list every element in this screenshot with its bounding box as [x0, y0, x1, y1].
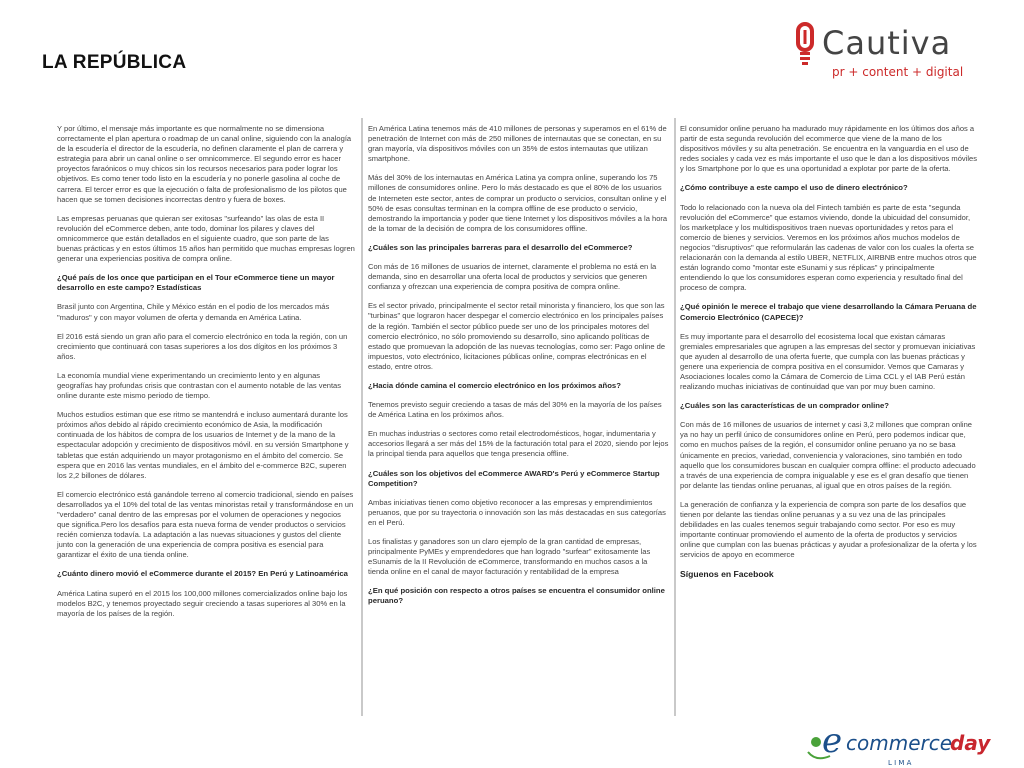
cautiva-name: Cautiva [822, 24, 952, 62]
article-paragraph: La generación de confianza y la experiencia de compra son parte de los desafíos que tienen por delante las tiendas online peruanas y a su vez una de las principales debilidades en las cuales tenemos seguir trabajando como sector. Por eso es muy importante continuar promoviendo el aumento de la oferta de productos y servicios online que cumplan con las buenas prácticas y ayudar a profesionalizar de la oferta y los servicios de apoyo en ecommerce [680, 499, 977, 560]
ecommerce-day-commerce: commerce [846, 731, 953, 755]
article-paragraph: Ambas iniciativas tienen como objetivo reconocer a las empresas y emprendimientos peruanos, que por su trayectoria o innovación son las más destacadas en sus categorías en el Perú. [368, 497, 666, 527]
lightbulb-icon [798, 24, 812, 65]
article-paragraph: América Latina superó en el 2015 los 100,000 millones comercializados online bajo los modelos B2C, y tenemos proyectado seguir creciendo a tasas superiores al 30% en la mayoría de los países de la región. [57, 588, 348, 618]
ecommerce-day-day: day [950, 731, 991, 755]
article-paragraph: Brasil junto con Argentina, Chile y México están en el podio de los mercados más "maduros" y con mayor volumen de oferta y demanda en América Latina. [57, 302, 330, 322]
source-title: LA REPÚBLICA [42, 52, 187, 73]
ecommerce-day-e: e [822, 721, 843, 761]
article-paragraph: Es el sector privado, principalmente el sector retail minorista y financiero, los que son las "turbinas" que lograron hacer despegar el comercio electrónico en los principales países de la región. También el sector público puede ser uno de los principales motores del comercio electrónico, no sólo promoviendo su desarrollo, sino aplicando políticas de estado que promuevan la adopción de las nuevas tecnologías, como ser: Pago online de impuestos, voto electrónico, licitaciones públicas online, compras electrónicas en el estado, entre otros. [368, 301, 666, 371]
section-heading: ¿En qué posición con respecto a otros países se encuentra el consumidor online peruano? [368, 586, 665, 606]
article-paragraph: El consumidor online peruano ha madurado muy rápidamente en los últimos dos años a partir de esta segunda revolución del ecommerce que viene de la mano de los dispositivos móviles y su alta penetración. Se encuentra en la vanguardia en el uso de redes sociales y cada vez es más importante el uso que le dan a los dispositivos móviles y los Smartphone por lo que es una oportunidad a explotar por parte de la oferta. [680, 124, 977, 174]
ecommerce-day-logo [800, 712, 1010, 768]
column-divider [674, 118, 676, 716]
article-paragraph: Y por último, el mensaje más importante es que normalmente no se dimensiona correctamente el plan apertura o roadmap de un canal online, siguiendo con la analogía de la escudería el director de la escudería, no definen claramente el plan de carrera y estrategia para abrir un canal online o ser omnicommerce. El segundo error es hacer proyectos faraónicos o muy chicos sin los recursos necesarios para poder lograr los objetivos. Es como tener todo listo en la escudería y no ponerle gasolina al coche de carrera. El tercer error es que la ejecución o falta de profesionalismo de los pilotos que hacen que se tomen decisiones incorrectas dentro y fuera de boxes. [57, 124, 352, 204]
article-paragraph: Es muy importante para el desarrollo del ecosistema local que existan cámaras gremiales empresariales que agrupen a las empresas del sector y promuevan iniciativas que ayuden al desarrollo de una oferta fuerte, que cumpla con las buenas prácticas y genere una experiencia de compra positiva en el consumidor. Vemos que Camaras y Asociaciones locales como la Cámara de Comercio de Lima CCL y el IAB Perú están realizando muchas iniciativas de continuidad que van por muy buen camino. [680, 331, 976, 392]
article-paragraph: En muchas industrias o sectores como retail electrodomésticos, hogar, indumentaria y accesorios llegará a ser más del 15% de la facturación total para el 2020, siendo por lejos la principal tienda para aquellos que tenga presencia offline. [368, 429, 669, 459]
article-paragraph: Con más de 16 millones de usuarios de internet, claramente el problema no está en la demanda, sino en desarrollar una oferta local de productos y servicios que generen confianza y ofrezcan una experiencia de compra positiva de compra online. [368, 262, 657, 292]
article-paragraph: Más del 30% de los internautas en América Latina ya compra online, superando los 75 millones de consumidores online. Pero lo más destacado es que el 80% de los usuarios de Interneten este sector, antes de comprar un producto o servicios, consultan online y el 50% de esas consultas terminan en la compra offline de ese producto o servicio, demostrando la importancia y poder que tiene Internet y los dispositivos móviles a la hora de la tomar de la decisión de compra de los consumidores offline. [368, 173, 668, 233]
article-paragraph: Tenemos previsto seguir creciendo a tasas de más del 30% en la mayoría de los países de América Latina en los próximos años. [368, 400, 662, 420]
follow-facebook-text: Síguenos en Facebook [680, 569, 774, 580]
article-paragraph: Las empresas peruanas que quieran ser exitosas "surfeando" las olas de esta II revolución del eCommerce deben, ante todo, dominar los pilares y claves del omnicommerce que están detallados en el siguiente cuadro, que son parte de las buenas prácticas y en estos últimos 15 años han permitido que muchas empresas logren generar una experiencias positiva de compra online. [57, 213, 355, 264]
article-paragraph: El comercio electrónico está ganándole terreno al comercio tradicional, siendo en países desarrollados ya el 10% del total de las ventas minoristas retail y transformándose en un "verdadero" canal dentro de las empresas por el volumen de operaciones y negocios que significa.Pero los desafíos para esta nueva forma de vender productos o servicios recién comienza todavía. La adaptación a las nuevas situaciones y gustos del cliente junto con la generación de una experiencia de compra positiva es esencial para garantizar el éxito de una tienda online. [57, 489, 354, 560]
cautiva-logo [790, 14, 990, 94]
section-heading: ¿Cuáles son los objetivos del eCommerce AWARD's Perú y eCommerce Startup Competition? [368, 468, 660, 488]
article-paragraph: Todo lo relacionado con la nueva ola del Fintech también es parte de esta "segunda revolución del eCommerce" que estamos viviendo, donde la ubicuidad del consumidor, los marketplace y los multidispositivos traen nuevas oportunidades y retos para el comercio de bienes y servicios. Veremos en los próximos años muchos modelos de negocios "disruptivos" que reformularán las cadenas de valor con los cuales la oferta se relacionarán con la demanda al estilo UBER, NETFLIX, AIRBNB entre muchos otros que están logrando como "montar este eSunami y sus réplicas" y principalmente entendiendo lo que los consumidores esperan como experiencia y resultado final del proceso de compra. [680, 202, 977, 293]
section-heading: ¿Qué país de los once que participan en el Tour eCommerce tiene un mayor desarrollo en este campo? Estadísticas [57, 273, 335, 293]
article-paragraph: Con más de 16 millones de usuarios de internet y casi 3,2 millones que compran online ya no hay un perfil único de consumidores online en Perú, pero podemos indicar que, como en muchos países de la región, el consumidor online peruano ya no se basa únicamente en precios, variedad, conveniencia y valoraciones, sino también en todo aquello que los consumidores buscan en cualquier compra offline: el producto adecuado a través de una experiencia de compra inigualable y ese es el gran desafío que tienen por delante las tiendas online peruanas, al igual que en otros países de la región. [680, 420, 976, 490]
article-column-2 [368, 124, 670, 616]
article-paragraph: Los finalistas y ganadores son un claro ejemplo de la gran cantidad de empresas, principalmente PyMEs y emprendedores que han logrado "surfear" exitosamente las eSunamis de la II Revolución de eCommerce, transformando en muchos casos a la tienda online en el canal de mayor facturación y rentabilidad de la empresa [368, 537, 651, 577]
section-heading: ¿Cómo contribuye a este campo el uso de dinero electrónico? [680, 183, 908, 193]
section-heading: ¿Cuánto dinero movió el eCommerce durante el 2015? En Perú y Latinoamérica [57, 569, 348, 579]
cautiva-tagline: pr + content + digital [832, 65, 964, 79]
ecommerce-day-city: L I M A [888, 759, 912, 767]
column-divider [361, 118, 363, 716]
section-heading: ¿Hacia dónde camina el comercio electrónico en los próximos años? [368, 380, 621, 390]
section-heading: ¿Qué opinión le merece el trabajo que viene desarrollando la Cámara Peruana de Comercio Electrónico (CAPECE)? [680, 302, 977, 322]
section-heading: ¿Cuáles son las características de un comprador online? [680, 401, 889, 411]
article-paragraph: Muchos estudios estiman que ese ritmo se mantendrá e incluso aumentará durante los próximos años debido al rápido crecimiento económico de Asia, la modificación continuada de los hábitos de compra de los usuarios de Internet y de la mano de la espectacular adopción y crecimiento de dispositivos móvil. en su versión Smartphone y tabletas que están adquiriendo un mayor protagonismo en el ámbito del comercio. Se espera que en 2016 las ventas mundiales, en el ámbito del e-commerce B2C, superen los 2,2 billones de dólares. [57, 410, 349, 480]
article-column-3 [680, 124, 978, 589]
section-heading: ¿Cuáles son las principales barreras para el desarrollo del eCommerce? [368, 242, 633, 252]
article-paragraph: En América Latina tenemos más de 410 millones de personas y superamos en el 61% de penetración de Internet con más de 250 millones de internautas que se conectan, en su gran mayoría, vía dispositivos móviles con un 35% de estos internautas que utilizan smartphone. [368, 124, 667, 164]
article-paragraph: La economía mundial viene experimentando un crecimiento lento y en algunas geografías hay profundas crisis que contrastan con el aumento notable de las ventas online durante este mismo periodo de tiempo. [57, 370, 342, 401]
article-column-1 [57, 124, 355, 628]
article-paragraph: El 2016 está siendo un gran año para el comercio electrónico en toda la región, con un crecimiento que continuará con tasas superiores a los dos dígitos en los próximos 3 años. [57, 331, 348, 361]
